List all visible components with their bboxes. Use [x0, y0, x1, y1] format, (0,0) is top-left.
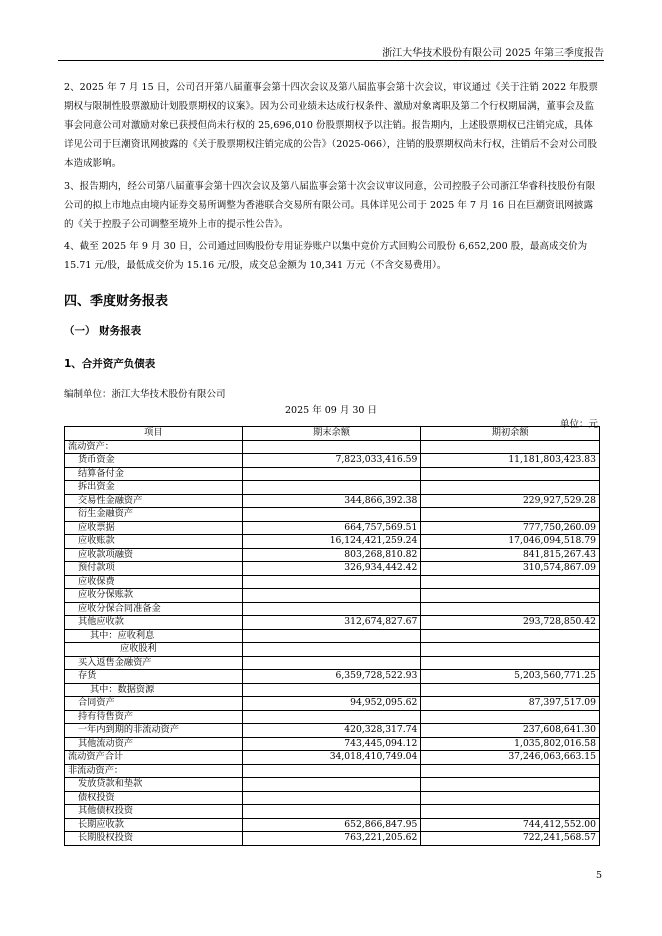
row-label: 货币资金 [65, 454, 243, 468]
row-begin-balance: 87,397,517.09 [421, 697, 600, 711]
table-row [65, 440, 600, 454]
row-begin-balance: 744,412,552.00 [421, 818, 600, 832]
row-end-balance: 7,823,033,416.59 [242, 454, 421, 468]
row-label: 衍生金融资产 [65, 508, 243, 522]
paragraph-item-3: 3、报告期内，经公司第八届董事会第十四次会议及第八届监事会第十次会议审议同意，公司控股子公司浙江华睿科技股份有限公司的拟上市地点由境内证券交易所调整为香港联合交易所有限公司。具体详见公司于 2025 年 7 月 16 日在巨潮资讯网披露的《关于控股子公司调整至境外上市的提示性公告》。 [64, 181, 596, 230]
row-begin-balance [421, 656, 600, 670]
row-label: 应收账款 [65, 535, 243, 549]
row-label: 非流动资产： [65, 764, 243, 778]
row-begin-balance [421, 481, 600, 495]
row-end-balance: 420,328,317.74 [242, 724, 421, 738]
table-row [65, 494, 600, 508]
row-end-balance [242, 791, 421, 805]
row-label: 应收款项融资 [65, 548, 243, 562]
row-begin-balance [421, 710, 600, 724]
row-label: 拆出资金 [65, 481, 243, 495]
header-item: 项目 [65, 427, 243, 441]
row-begin-balance [421, 467, 600, 481]
row-label: 买入返售金融资产 [65, 656, 243, 670]
row-end-balance: 652,866,847.95 [242, 818, 421, 832]
row-label: 发放贷款和垫款 [65, 778, 243, 792]
row-end-balance: 16,124,421,259.24 [242, 535, 421, 549]
row-label: 其他流动资产 [65, 737, 243, 751]
header-begin-balance: 期初余额 [421, 427, 600, 441]
company-line: 编制单位：浙江大华技术股份有限公司 [64, 389, 226, 400]
row-label: 其他应收款 [65, 616, 243, 630]
table-row [65, 629, 600, 643]
row-label: 应收分保合同准备金 [65, 602, 243, 616]
table-row [65, 832, 600, 846]
row-label: 应收股利 [65, 643, 243, 657]
row-label: 存货 [65, 670, 243, 684]
header-end-balance: 期末余额 [242, 427, 421, 441]
row-label: 债权投资 [65, 791, 243, 805]
row-end-balance: 94,952,095.62 [242, 697, 421, 711]
table-row [65, 791, 600, 805]
table-row [65, 737, 600, 751]
table-row [65, 818, 600, 832]
row-begin-balance [421, 778, 600, 792]
table-row [65, 656, 600, 670]
row-begin-balance [421, 508, 600, 522]
row-end-balance [242, 805, 421, 819]
row-begin-balance: 37,246,063,663.15 [421, 751, 600, 765]
table-row [65, 670, 600, 684]
row-begin-balance: 17,046,094,518.79 [421, 535, 600, 549]
row-end-balance: 6,359,728,522.93 [242, 670, 421, 684]
row-end-balance [242, 575, 421, 589]
row-end-balance [242, 656, 421, 670]
row-label: 流动资产合计 [65, 751, 243, 765]
row-end-balance: 803,268,810.82 [242, 548, 421, 562]
row-end-balance [242, 467, 421, 481]
row-begin-balance: 5,203,560,771.25 [421, 670, 600, 684]
row-begin-balance: 237,608,641.30 [421, 724, 600, 738]
table-row [65, 467, 600, 481]
row-begin-balance: 11,181,803,423.83 [421, 454, 600, 468]
table-row [65, 548, 600, 562]
row-end-balance [242, 778, 421, 792]
row-end-balance [242, 589, 421, 603]
row-label: 预付款项 [65, 562, 243, 576]
row-end-balance [242, 508, 421, 522]
row-label: 结算备付金 [65, 467, 243, 481]
table-title: 1、合并资产负债表 [64, 358, 156, 370]
row-begin-balance: 777,750,260.09 [421, 521, 600, 535]
row-begin-balance: 841,815,267.43 [421, 548, 600, 562]
row-begin-balance [421, 643, 600, 657]
balance-sheet-table [64, 426, 600, 846]
row-end-balance: 743,445,094.12 [242, 737, 421, 751]
table-row [65, 454, 600, 468]
table-row [65, 724, 600, 738]
row-begin-balance [421, 589, 600, 603]
row-end-balance [242, 764, 421, 778]
row-begin-balance [421, 791, 600, 805]
row-begin-balance [421, 683, 600, 697]
row-label: 交易性金融资产 [65, 494, 243, 508]
row-end-balance [242, 440, 421, 454]
row-begin-balance [421, 805, 600, 819]
row-end-balance [242, 481, 421, 495]
row-end-balance [242, 710, 421, 724]
table-row [65, 764, 600, 778]
table-row [65, 805, 600, 819]
row-begin-balance: 310,574,867.09 [421, 562, 600, 576]
table-row [65, 778, 600, 792]
row-label: 一年内到期的非流动资产 [65, 724, 243, 738]
section-title: 四、季度财务报表 [64, 294, 169, 309]
row-begin-balance [421, 440, 600, 454]
table-row [65, 683, 600, 697]
row-end-balance: 344,866,392.38 [242, 494, 421, 508]
row-label: 其中：数据资源 [65, 683, 243, 697]
row-begin-balance [421, 575, 600, 589]
date-line: 2025 年 09 月 30 日 [285, 405, 377, 416]
row-label: 长期股权投资 [65, 832, 243, 846]
report-header-title: 浙江大华技术股份有限公司 2025 年第三季度报告 [382, 48, 604, 59]
table-row [65, 562, 600, 576]
row-end-balance [242, 683, 421, 697]
row-end-balance: 664,757,569.51 [242, 521, 421, 535]
row-begin-balance [421, 629, 600, 643]
table-row [65, 643, 600, 657]
paragraph-item-4: 4、截至 2025 年 9 月 30 日，公司通过回购股份专用证券账户以集中竞价方式回购公司股份 6,652,200 股，最高成交价为 15.71 元/股，最低成交价为 15.16 元/股，成交总金额为 10,341 万元（不含交易费用）。 [64, 241, 588, 271]
table-row [65, 751, 600, 765]
table-row [65, 616, 600, 630]
row-label: 长期应收款 [65, 818, 243, 832]
row-end-balance: 763,221,205.62 [242, 832, 421, 846]
table-row [65, 697, 600, 711]
row-end-balance: 312,674,827.67 [242, 616, 421, 630]
table-row [65, 589, 600, 603]
row-label: 应收保费 [65, 575, 243, 589]
table-row [65, 521, 600, 535]
row-end-balance: 34,018,410,749.04 [242, 751, 421, 765]
row-label: 持有待售资产 [65, 710, 243, 724]
row-label: 应收票据 [65, 521, 243, 535]
row-begin-balance [421, 602, 600, 616]
row-end-balance [242, 602, 421, 616]
table-row [65, 481, 600, 495]
row-label: 应收分保账款 [65, 589, 243, 603]
table-row [65, 602, 600, 616]
paragraph-item-2: 2、2025 年 7 月 15 日，公司召开第八届董事会第十四次会议及第八届监事会第十次会议，审议通过《关于注销 2022 年股票期权与限制性股票激励计划股票期权的议案》。因为公司业绩未达成行权条件、激励对象离职及第二个行权期届满，董事会及监事会同意公司对激励对象已获授但尚未行权的 25,696,010 份股票期权予以注销。报告期内，上述股票期权已注销完成，具体详见公司于巨潮资讯网披露的《关于股票期权注销完成的公告》（2025-066），注销的股票期权尚未行权，注销后不会对公司股本造成影响。 [64, 82, 598, 169]
row-begin-balance: 293,728,850.42 [421, 616, 600, 630]
row-begin-balance: 1,035,802,016.58 [421, 737, 600, 751]
unit-line: 单位：元 [559, 419, 598, 430]
table-row [65, 710, 600, 724]
table-header-row [65, 427, 600, 441]
row-begin-balance [421, 764, 600, 778]
row-end-balance [242, 629, 421, 643]
table-body [65, 440, 600, 845]
row-begin-balance: 722,241,568.57 [421, 832, 600, 846]
row-end-balance [242, 643, 421, 657]
row-label: 流动资产： [65, 440, 243, 454]
table-row [65, 575, 600, 589]
row-label: 其他债权投资 [65, 805, 243, 819]
row-begin-balance: 229,927,529.28 [421, 494, 600, 508]
page-number: 5 [595, 870, 602, 881]
row-end-balance: 326,934,442.42 [242, 562, 421, 576]
row-label: 合同资产 [65, 697, 243, 711]
table-row [65, 535, 600, 549]
table-row [65, 508, 600, 522]
row-label: 其中：应收利息 [65, 629, 243, 643]
header-divider [58, 60, 604, 61]
subsection-title: （一） 财务报表 [64, 325, 142, 337]
